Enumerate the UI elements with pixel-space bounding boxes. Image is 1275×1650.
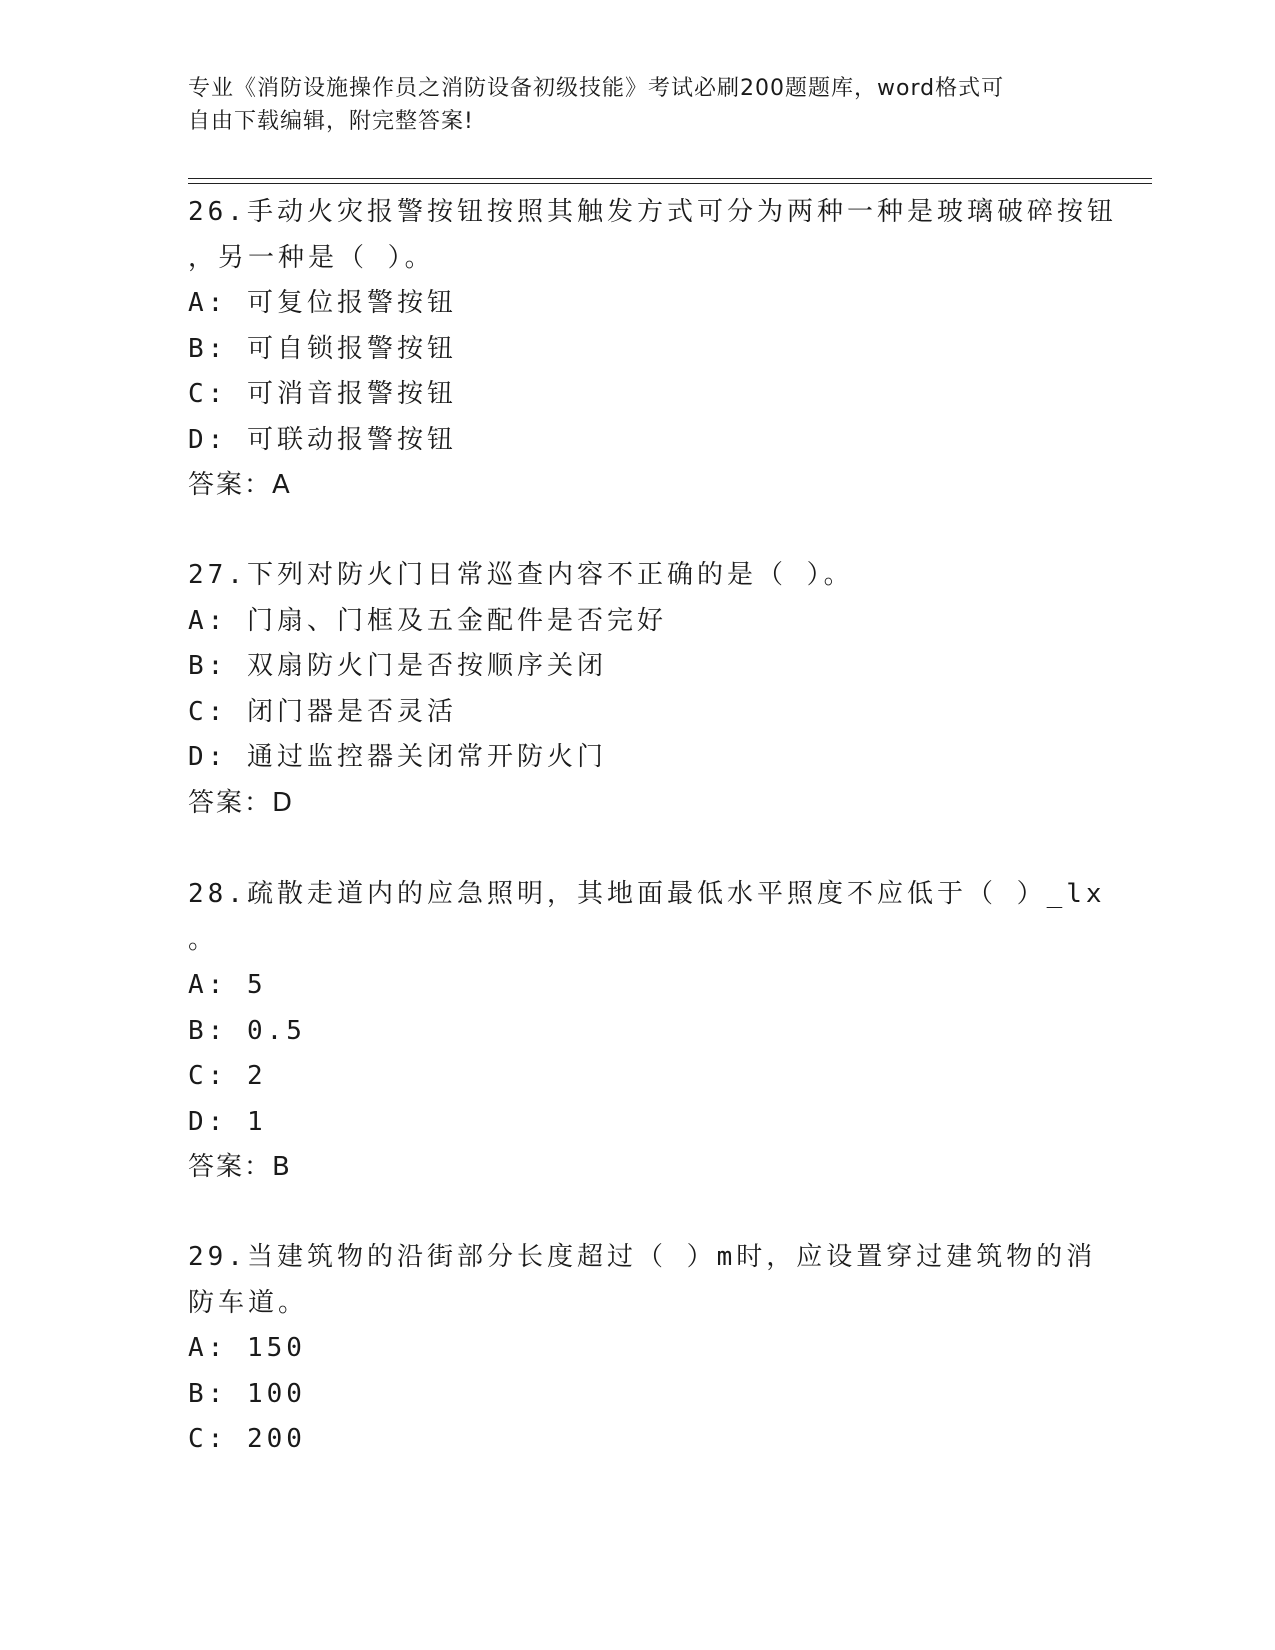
document-header [188, 72, 1078, 138]
option-b: B: 可自锁报警按钮 [188, 333, 457, 364]
header-divider-top [188, 178, 1152, 179]
answer-line: 答案：B [188, 1152, 292, 1182]
question-28 [188, 872, 1106, 1191]
question-26 [188, 190, 1117, 509]
option-a: A: 门扇、门框及五金配件是否完好 [188, 605, 667, 636]
question-27 [188, 553, 1088, 826]
question-29 [188, 1235, 1097, 1463]
header-title-line-2: 自由下载编辑，附完整答案! [188, 109, 474, 134]
answer-line: 答案：D [188, 787, 295, 818]
option-c: C: 2 [188, 1061, 267, 1091]
option-a: A: 5 [188, 970, 267, 1000]
question-stem-line: 防车道。 [188, 1287, 309, 1318]
option-b: B: 0.5 [188, 1015, 306, 1046]
answer-line: 答案：A [188, 470, 292, 500]
option-c: C: 200 [188, 1424, 306, 1454]
header-divider-bottom [188, 183, 1152, 184]
question-stem-line: 29.当建筑物的沿街部分长度超过（ ）m时，应设置穿过建筑物的消 [188, 1242, 1097, 1272]
header-title-line-1: 专业《消防设施操作员之消防设备初级技能》考试必刷200题题库，word格式可 [188, 76, 1005, 101]
question-stem-line: 28.疏散走道内的应急照明，其地面最低水平照度不应低于（ ）_lx [188, 879, 1106, 909]
option-c: C: 可消音报警按钮 [188, 379, 457, 409]
question-stem-line: 26.手动火灾报警按钮按照其触发方式可分为两种一种是玻璃破碎按钮 [188, 197, 1117, 227]
option-c: C: 闭门器是否灵活 [188, 696, 457, 727]
option-d: D: 通过监控器关闭常开防火门 [188, 742, 607, 772]
option-b: B: 100 [188, 1378, 306, 1409]
question-stem-line: ，另一种是（ ）。 [188, 242, 435, 273]
option-d: D: 1 [188, 1106, 267, 1137]
question-stem-line: 。 [188, 924, 219, 955]
question-stem-line: 27.下列对防火门日常巡查内容不正确的是（ ）。 [188, 560, 854, 590]
option-b: B: 双扇防火门是否按顺序关闭 [188, 651, 607, 681]
option-d: D: 可联动报警按钮 [188, 424, 457, 455]
option-a: A: 可复位报警按钮 [188, 288, 457, 318]
option-a: A: 150 [188, 1333, 306, 1363]
